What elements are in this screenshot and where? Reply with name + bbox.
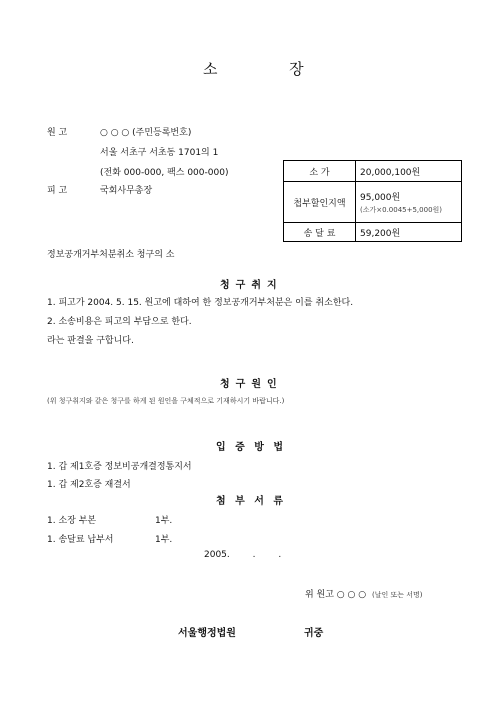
claim-purpose-heading: 청구취지 [220, 280, 283, 291]
claim-purpose-item: 2. 소송비용은 피고의 부담으로 한다. [47, 317, 192, 327]
attachment-name: 1. 소장 부본 [47, 516, 97, 526]
fee-value: 59,200원 [356, 223, 462, 242]
filing-date: 2005. . . [204, 550, 282, 560]
fee-value: 20,000,100원 [356, 161, 462, 182]
signature-note: (날인 또는 서명) [371, 591, 423, 599]
evidence-heading: 입 증 방 법 [216, 442, 287, 453]
plaintiff-name: ○ ○ ○ (주민등록번호) [100, 128, 192, 138]
claim-cause-heading: 청구원인 [220, 379, 283, 390]
court-name: 서울행정법원 [178, 628, 236, 639]
title-char-1: 소 [203, 60, 218, 78]
claim-purpose-item: 1. 피고가 2004. 5. 15. 원고에 대하여 한 정보공개거부처분은 이를 취소한다. [47, 298, 354, 308]
fee-value: 95,000원 [360, 192, 401, 203]
fee-row-postage [284, 223, 462, 242]
fee-label: 소 가 [284, 161, 356, 182]
fee-row-claim-amount [284, 161, 462, 182]
fee-note: (소가×0.0045+5,000원) [360, 205, 443, 214]
fee-row-stamp [284, 182, 462, 223]
defendant-label: 피 고 [47, 186, 68, 196]
attachment-name: 1. 송달료 납부서 [47, 535, 114, 545]
attachment-count: 1부. [155, 516, 173, 526]
fee-table [283, 160, 462, 242]
signature-line [305, 587, 422, 600]
plaintiff-phone: (전화 000-000, 팩스 000-000) [100, 168, 229, 178]
document-title [203, 58, 304, 79]
title-char-2: 장 [289, 60, 304, 78]
evidence-item: 1. 갑 제1호증 정보비공개결정통지서 [47, 462, 192, 472]
evidence-item: 1. 갑 제2호증 재결서 [47, 480, 131, 490]
signature-label: 위 원고 ○ ○ ○ [305, 590, 367, 600]
case-name: 정보공개거부처분취소 청구의 소 [47, 250, 175, 260]
defendant-name: 국회사무총장 [100, 186, 153, 196]
fee-label: 송 달 료 [284, 223, 356, 242]
fee-label: 첩부할인지액 [284, 182, 356, 223]
fee-value-cell [356, 182, 462, 223]
claim-cause-note: (위 청구취지와 같은 청구를 하게 된 원인을 구체적으로 기재하시기 바랍니다.) [47, 397, 285, 405]
plaintiff-label: 원 고 [47, 128, 68, 138]
attachment-count: 1부. [155, 535, 173, 545]
plaintiff-address: 서울 서초구 서초동 1701의 1 [100, 148, 219, 158]
claim-purpose-item: 라는 판결을 구합니다. [47, 336, 134, 346]
court-suffix: 귀중 [304, 628, 324, 639]
attachments-heading: 첨 부 서 류 [216, 496, 287, 507]
